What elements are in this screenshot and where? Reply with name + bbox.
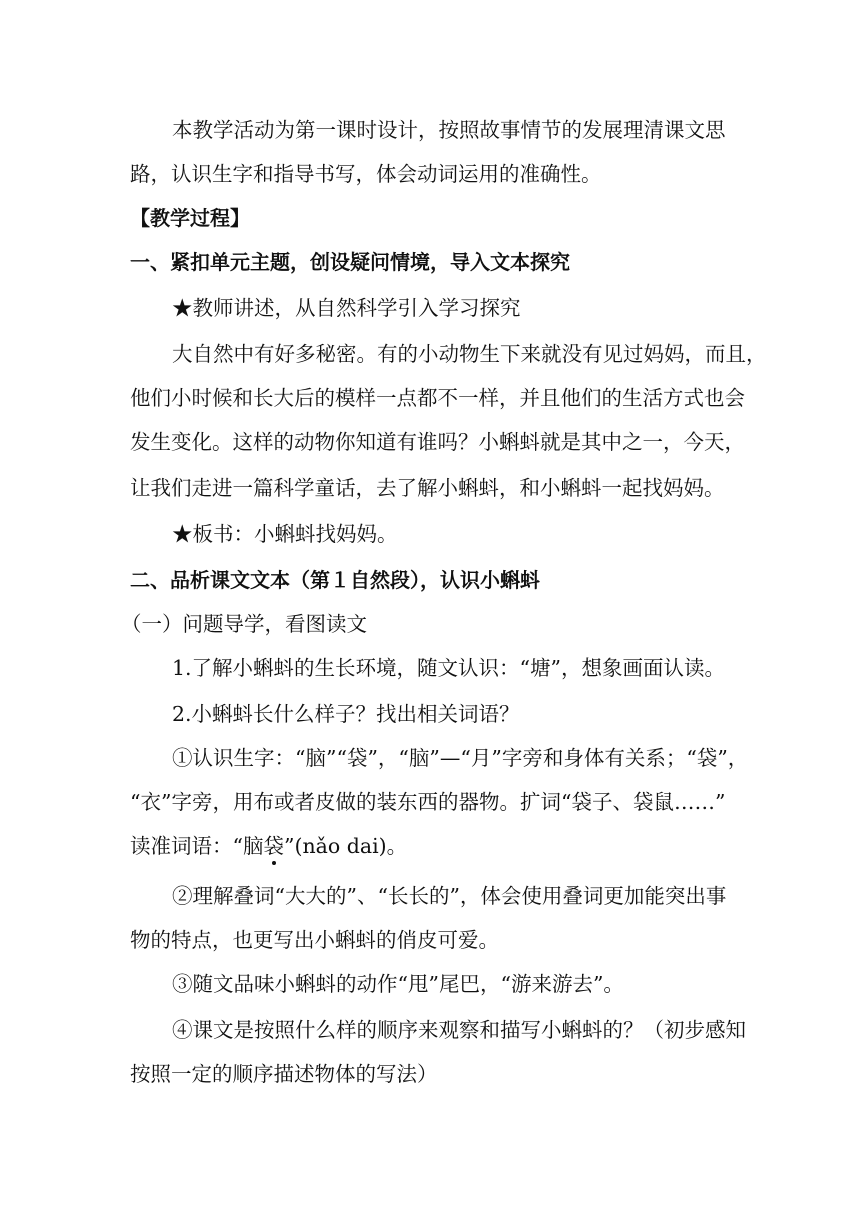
section-1-para-line-2: 他们小时候和长大后的模样一点都不一样，并且他们的生活方式也会 (130, 386, 745, 410)
circle-item-1-line-2: “衣”字旁，用布或者皮做的装东西的器物。扩词“袋子、袋鼠……” (130, 790, 726, 814)
process-heading: 【教学过程】 (130, 206, 250, 230)
circle-item-1-line-1: ①认识生字：“脑”“袋”，“脑”—“月”字旁和身体有关系；“袋”， (172, 746, 749, 770)
circle-item-2-line-1: ②理解叠词“大大的”、“长长的”，体会使用叠词更加能突出事 (172, 884, 727, 908)
line-3-text-a: 读准词语：“脑 (130, 834, 264, 858)
section-2-title: 二、品析课文文本（第１自然段），认识小蝌蚪 (130, 568, 540, 592)
section-1-para-line-4: 让我们走进一篇科学童话，去了解小蝌蚪，和小蝌蚪一起找妈妈。 (130, 476, 725, 500)
section-2-subtitle: （一）问题导学，看图读文 (121, 612, 367, 636)
intro-line-1: 本教学活动为第一课时设计，按照故事情节的发展理清课文思 (172, 118, 726, 142)
section-1-star-item-2: ★板书：小蝌蚪找妈妈。 (172, 522, 398, 546)
circle-item-1-line-3 (130, 833, 407, 859)
section-1-title: 一、紧扣单元主题，创设疑问情境，导入文本探究 (130, 250, 570, 274)
section-1-para-line-3: 发生变化。这样的动物你知道有谁吗？小蝌蚪就是其中之一，今天， (130, 430, 745, 454)
section-2-item-2: 2.小蝌蚪长什么样子？找出相关词语？ (172, 702, 520, 726)
section-1-star-item-1: ★教师讲述，从自然科学引入学习探究 (172, 296, 521, 320)
circle-item-2-line-2: 物的特点，也更写出小蝌蚪的俏皮可爱。 (130, 928, 499, 952)
circle-item-3: ③随文品味小蝌蚪的动作“甩”尾巴，“游来游去”。 (172, 972, 624, 996)
section-1-para-line-1: 大自然中有好多秘密。有的小动物生下来就没有见过妈妈，而且， (172, 342, 767, 366)
emphasis-dotted-char: 袋 (263, 834, 284, 858)
circle-item-4-line-1: ④课文是按照什么样的顺序来观察和描写小蝌蚪的？（初步感知 (172, 1018, 746, 1042)
section-2-item-1: 1.了解小蝌蚪的生长环境，随文认识：“塘”，想象画面认读。 (172, 656, 726, 680)
circle-item-4-line-2: 按照一定的顺序描述物体的写法） (130, 1062, 438, 1086)
line-3-text-b: ”(nǎo dai)。 (283, 834, 408, 858)
intro-line-2: 路，认识生字和指导书写，体会动词运用的准确性。 (130, 162, 602, 186)
